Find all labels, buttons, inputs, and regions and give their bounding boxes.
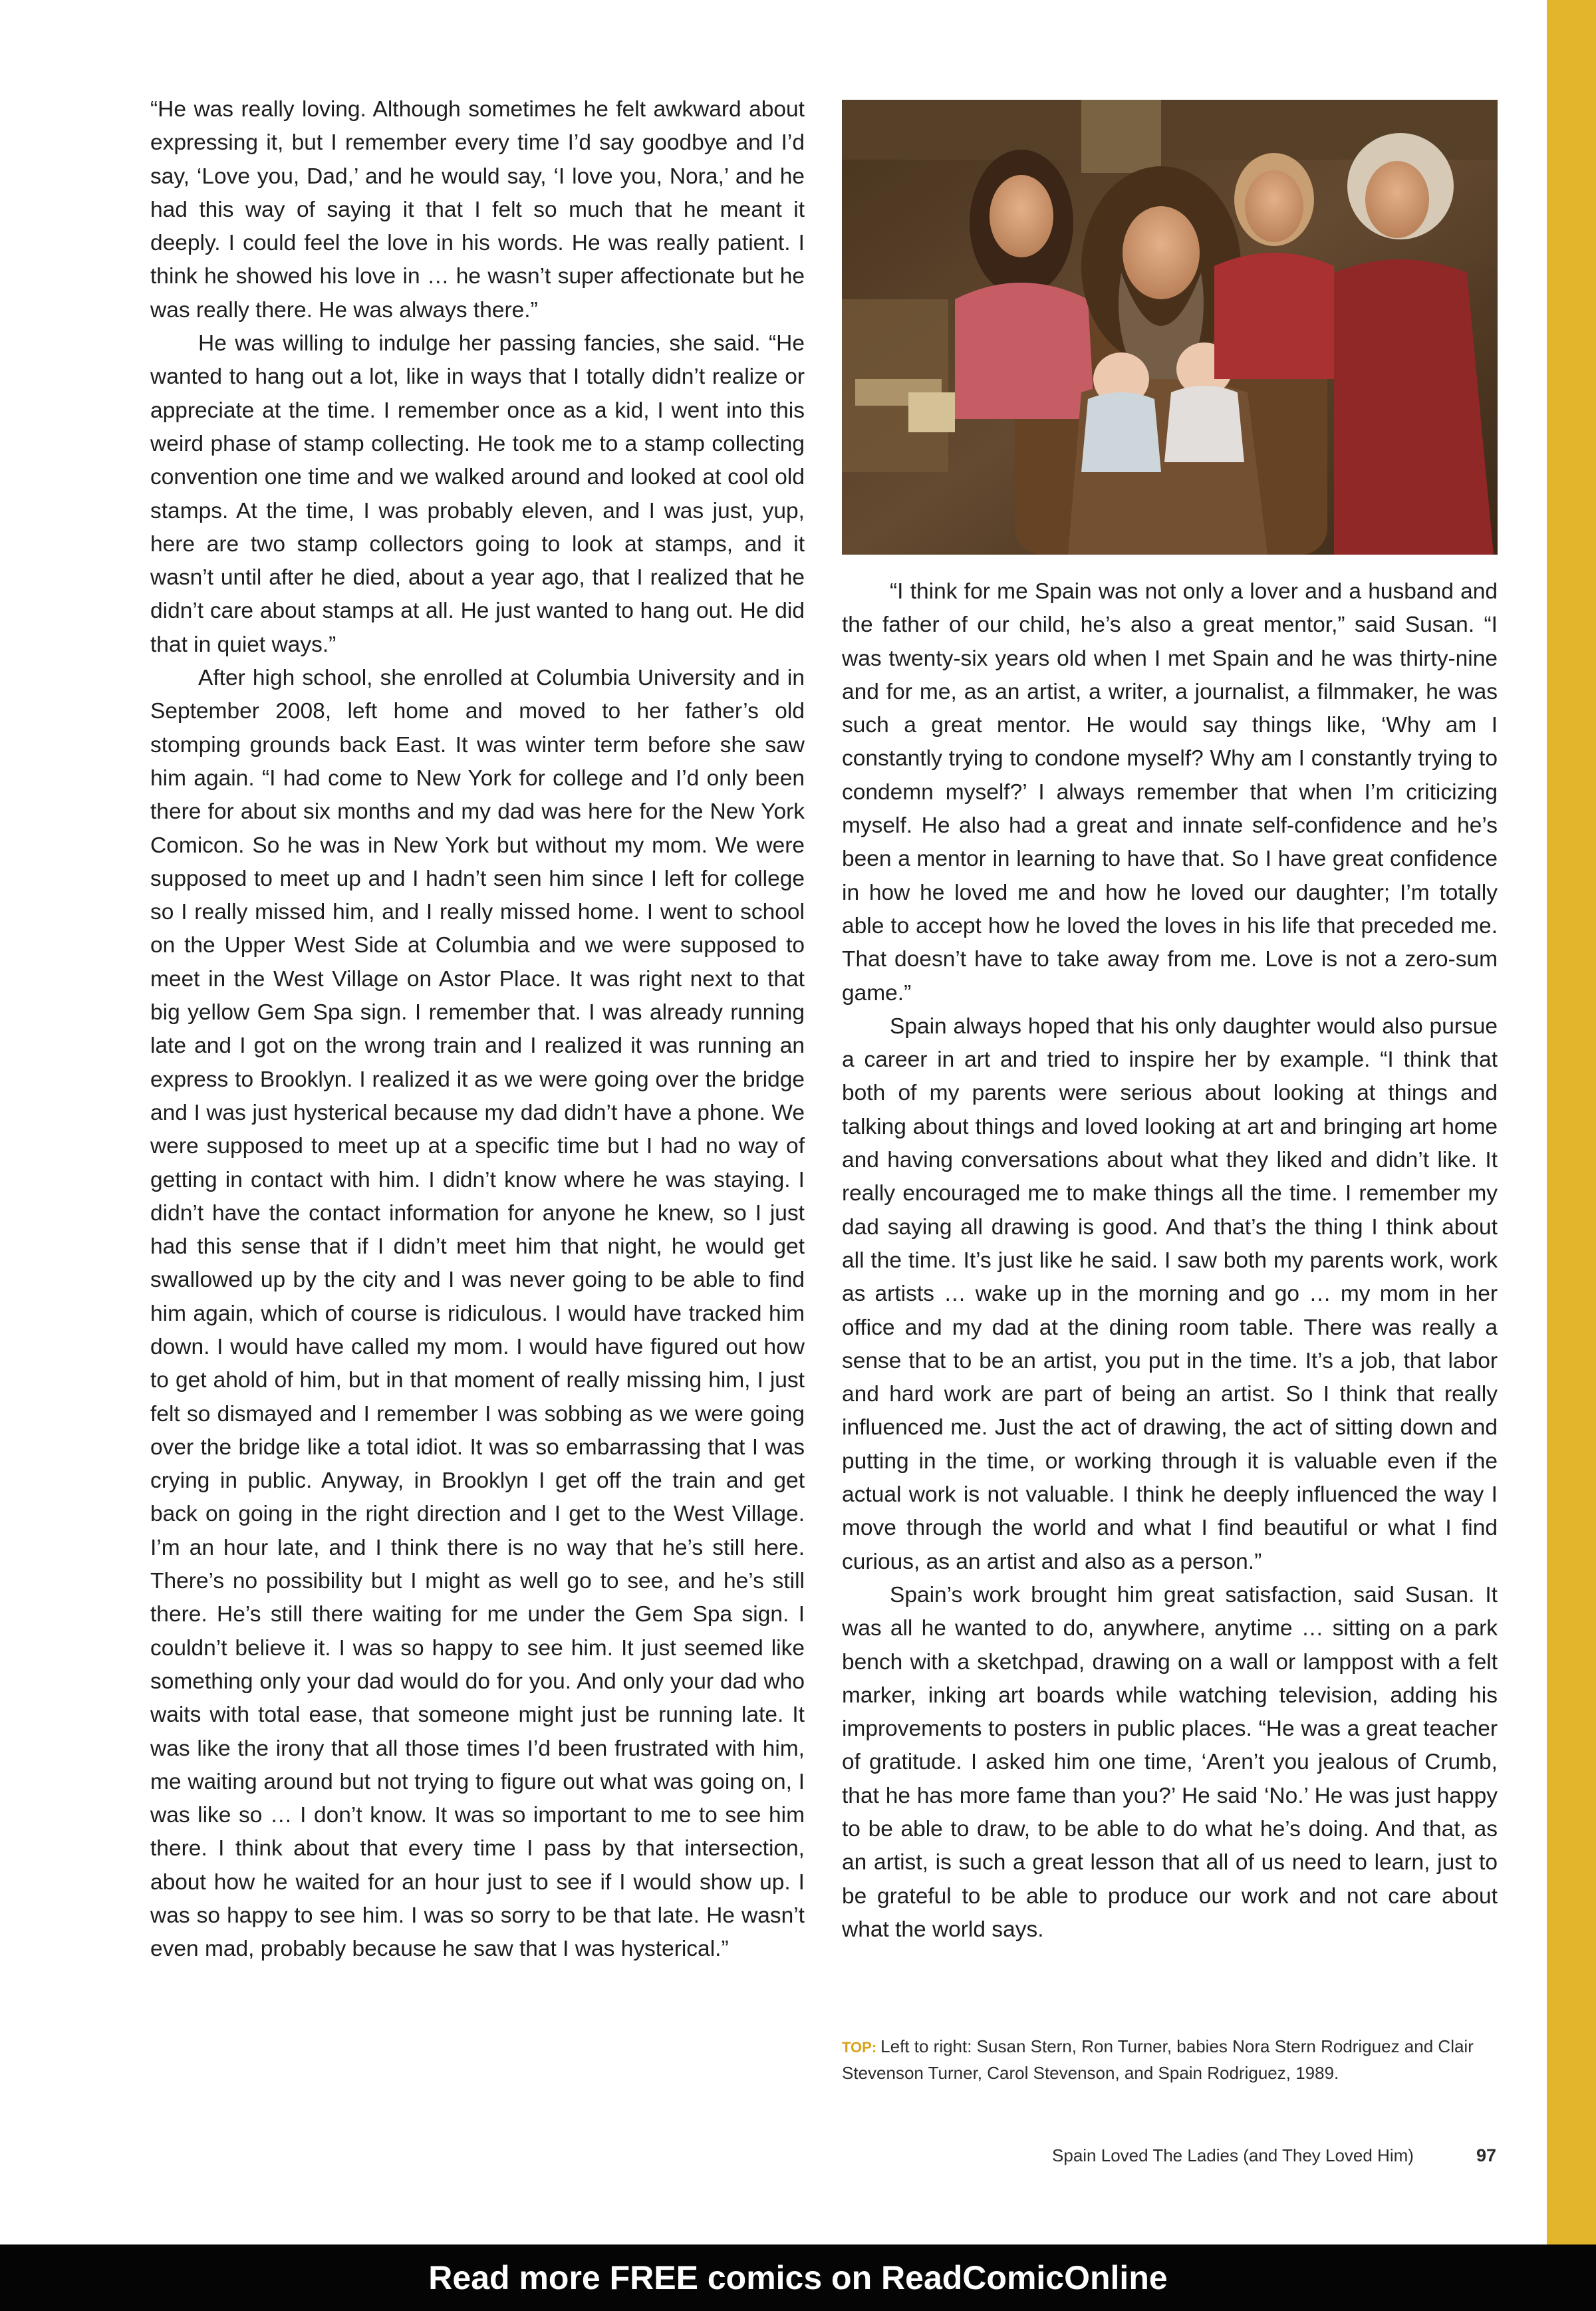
paragraph: “I think for me Spain was not only a lover and a husband and the father of our child, he’s also a great mentor,” said Susan. “I was twenty-six years old when I met Spain and he was thirty-nine and for me, as an artist, a writer, a journalist, a filmmaker, he was such a great mentor. He would say things like, ‘Why am I constantly trying to condone myself? Why am I constantly trying to condemn myself?’ I always remember that when I’m criticizing myself. He also had a great and innate self-confidence and he’s been a mentor in learning to have that. So I have great confidence in how he loved me and how he loved our daughter; I’m totally able to accept how he loved the loves in his life that preceded me. That doesn’t have to take away from me. Love is not a zero-sum game.”: [842, 579, 1498, 1006]
running-title: Spain Loved The Ladies (and They Loved Him): [1052, 2145, 1414, 2165]
family-photo: [842, 100, 1498, 555]
caption-text: Left to right: Susan Stern, Ron Turner, babies Nora Stern Rodriguez and Clair Stevenson Turner, Carol Stevenson, and Spain Rodriguez, 1989.: [842, 2036, 1474, 2083]
gold-edge-strip: [1547, 0, 1596, 2244]
left-column: [150, 93, 805, 1967]
paragraph: Spain’s work brought him great satisfaction, said Susan. It was all he wanted to do, anywhere, anytime … sitting on a park bench with a sketchpad, drawing on a wall or lamppost with a felt marker, inking art boards while watching television, adding his improvements to posters in public places. “He was a great teacher of gratitude. I asked him one time, ‘Aren’t you jealous of Crumb, that he has more fame than you?’ He said ‘No.’ He was just happy to be able to draw, to be able to do what he’s doing. And that, as an artist, is such a great lesson that all of us need to learn, just to be grateful to be able to produce our work and not care about what the world says.: [842, 1582, 1498, 1942]
page-footer: [1052, 2145, 1496, 2166]
paragraph: He was willing to indulge her passing fancies, she said. “He wanted to hang out a lot, like in ways that I totally didn’t realize or appreciate at the time. I remember once as a kid, I went into this weird phase of stamp collecting. He took me to a stamp collecting convention one time and we walked around and looked at cool old stamps. At the time, I was probably eleven, and I was just, yup, here are two stamp collectors going to look at stamps, and it wasn’t until after he died, about a year ago, that I realized that he didn’t care about stamps at all. He just wanted to hang out. He did that in quiet ways.”: [150, 331, 805, 657]
paragraph: “He was really loving. Although sometimes he felt awkward about expressing it, but I remember every time I’d say goodbye and I’d say, ‘Love you, Dad,’ and he would say, ‘I love you, Nora,’ and he had this way of saying it that I felt so much that he meant it deeply. I could feel the love in his words. He was really patient. I think he showed his love in … he wasn’t super affectionate but he was really there. He was always there.”: [150, 97, 805, 323]
paragraph: Spain always hoped that his only daughter would also pursue a career in art and tried to inspire her by example. “I think that both of my parents were serious about looking at things and talking about things and loved looking at art and bringing art home and having conversations about what they liked and didn’t like. It really encouraged me to make things all the time. I remember my dad saying all drawing is good. And that’s the thing I think about all the time. It’s just like he said. I saw both my parents work, work as artists … wake up in the morning and go … my mom in her office and my dad at the dining room table. There was really a sense that to be an artist, you put in the time. It’s a job, that labor and hard work are part of being an artist. So I think that really influenced me. Just the act of drawing, the act of sitting down and putting in the time, or working through it is valuable even if the actual work is not valuable. I think he deeply influenced the way I move through the world and what I find beautiful or what I find curious, as an artist and also as a person.”: [842, 1014, 1498, 1574]
right-column: [842, 575, 1498, 1947]
caption-tag: TOP:: [842, 2039, 877, 2056]
photo-caption: [842, 2034, 1498, 2086]
promo-banner[interactable]: Read more FREE comics on ReadComicOnline: [0, 2244, 1596, 2311]
page-number: 97: [1476, 2145, 1496, 2165]
paragraph: After high school, she enrolled at Columbia University and in September 2008, left home and moved to her father’s old stomping grounds back East. It was winter term before she saw him again. “I had come to New York for college and I’d only been there for about six months and my dad was here for the New York Comicon. So he was in New York but without my mom. We were supposed to meet up and I hadn’t seen him since I left for college so I really missed him, and I really missed home. I went to school on the Upper West Side at Columbia and we were supposed to meet in the West Village on Astor Place. It was right next to that big yellow Gem Spa sign. I remember that. I was already running late and I got on the wrong train and I realized it was running an express to Brooklyn. I realized it as we were going over the bridge and I was just hysterical because my dad didn’t have a phone. We were supposed to meet up at a specific time but I had no way of getting in contact with him. I didn’t know where he was staying. I didn’t have the contact information for anyone he knew, so I just had this sense that if I didn’t meet him that night, he would get swallowed up by the city and I was never going to be able to find him again, which of course is ridiculous. I would have tracked him down. I would have called my mom. I would have figured out how to get ahold of him, but in that moment of really missing him, I just felt so dismayed and I remember I was sobbing as we were going over the bridge like a total idiot. It was so embarrassing that I was crying in public. Anyway, in Brooklyn I get off the train and get back on going in the right direction and I get to the West Village. I’m an hour late, and I think there is no way that he’s still here. There’s no possibility but I might as well go to see, and he’s still there. He’s still there waiting for me under the Gem Spa sign. I couldn’t believe it. I was so happy to see him. It just seemed like something only your dad would do for you. And only your dad who waits with total ease, that someone might just be running late. It was like the irony that all those times I’d been frustrated with him, me waiting around but not trying to figure out what was going on, I was like so … I don’t know. It was so important to me to see him there. I think about that every time I pass by that intersection, about how he waited for an hour just to see if I would show up. I was so happy to see him. I was so sorry to be that late. He wasn’t even mad, probably because he saw that I was hysterical.”: [150, 666, 805, 1962]
